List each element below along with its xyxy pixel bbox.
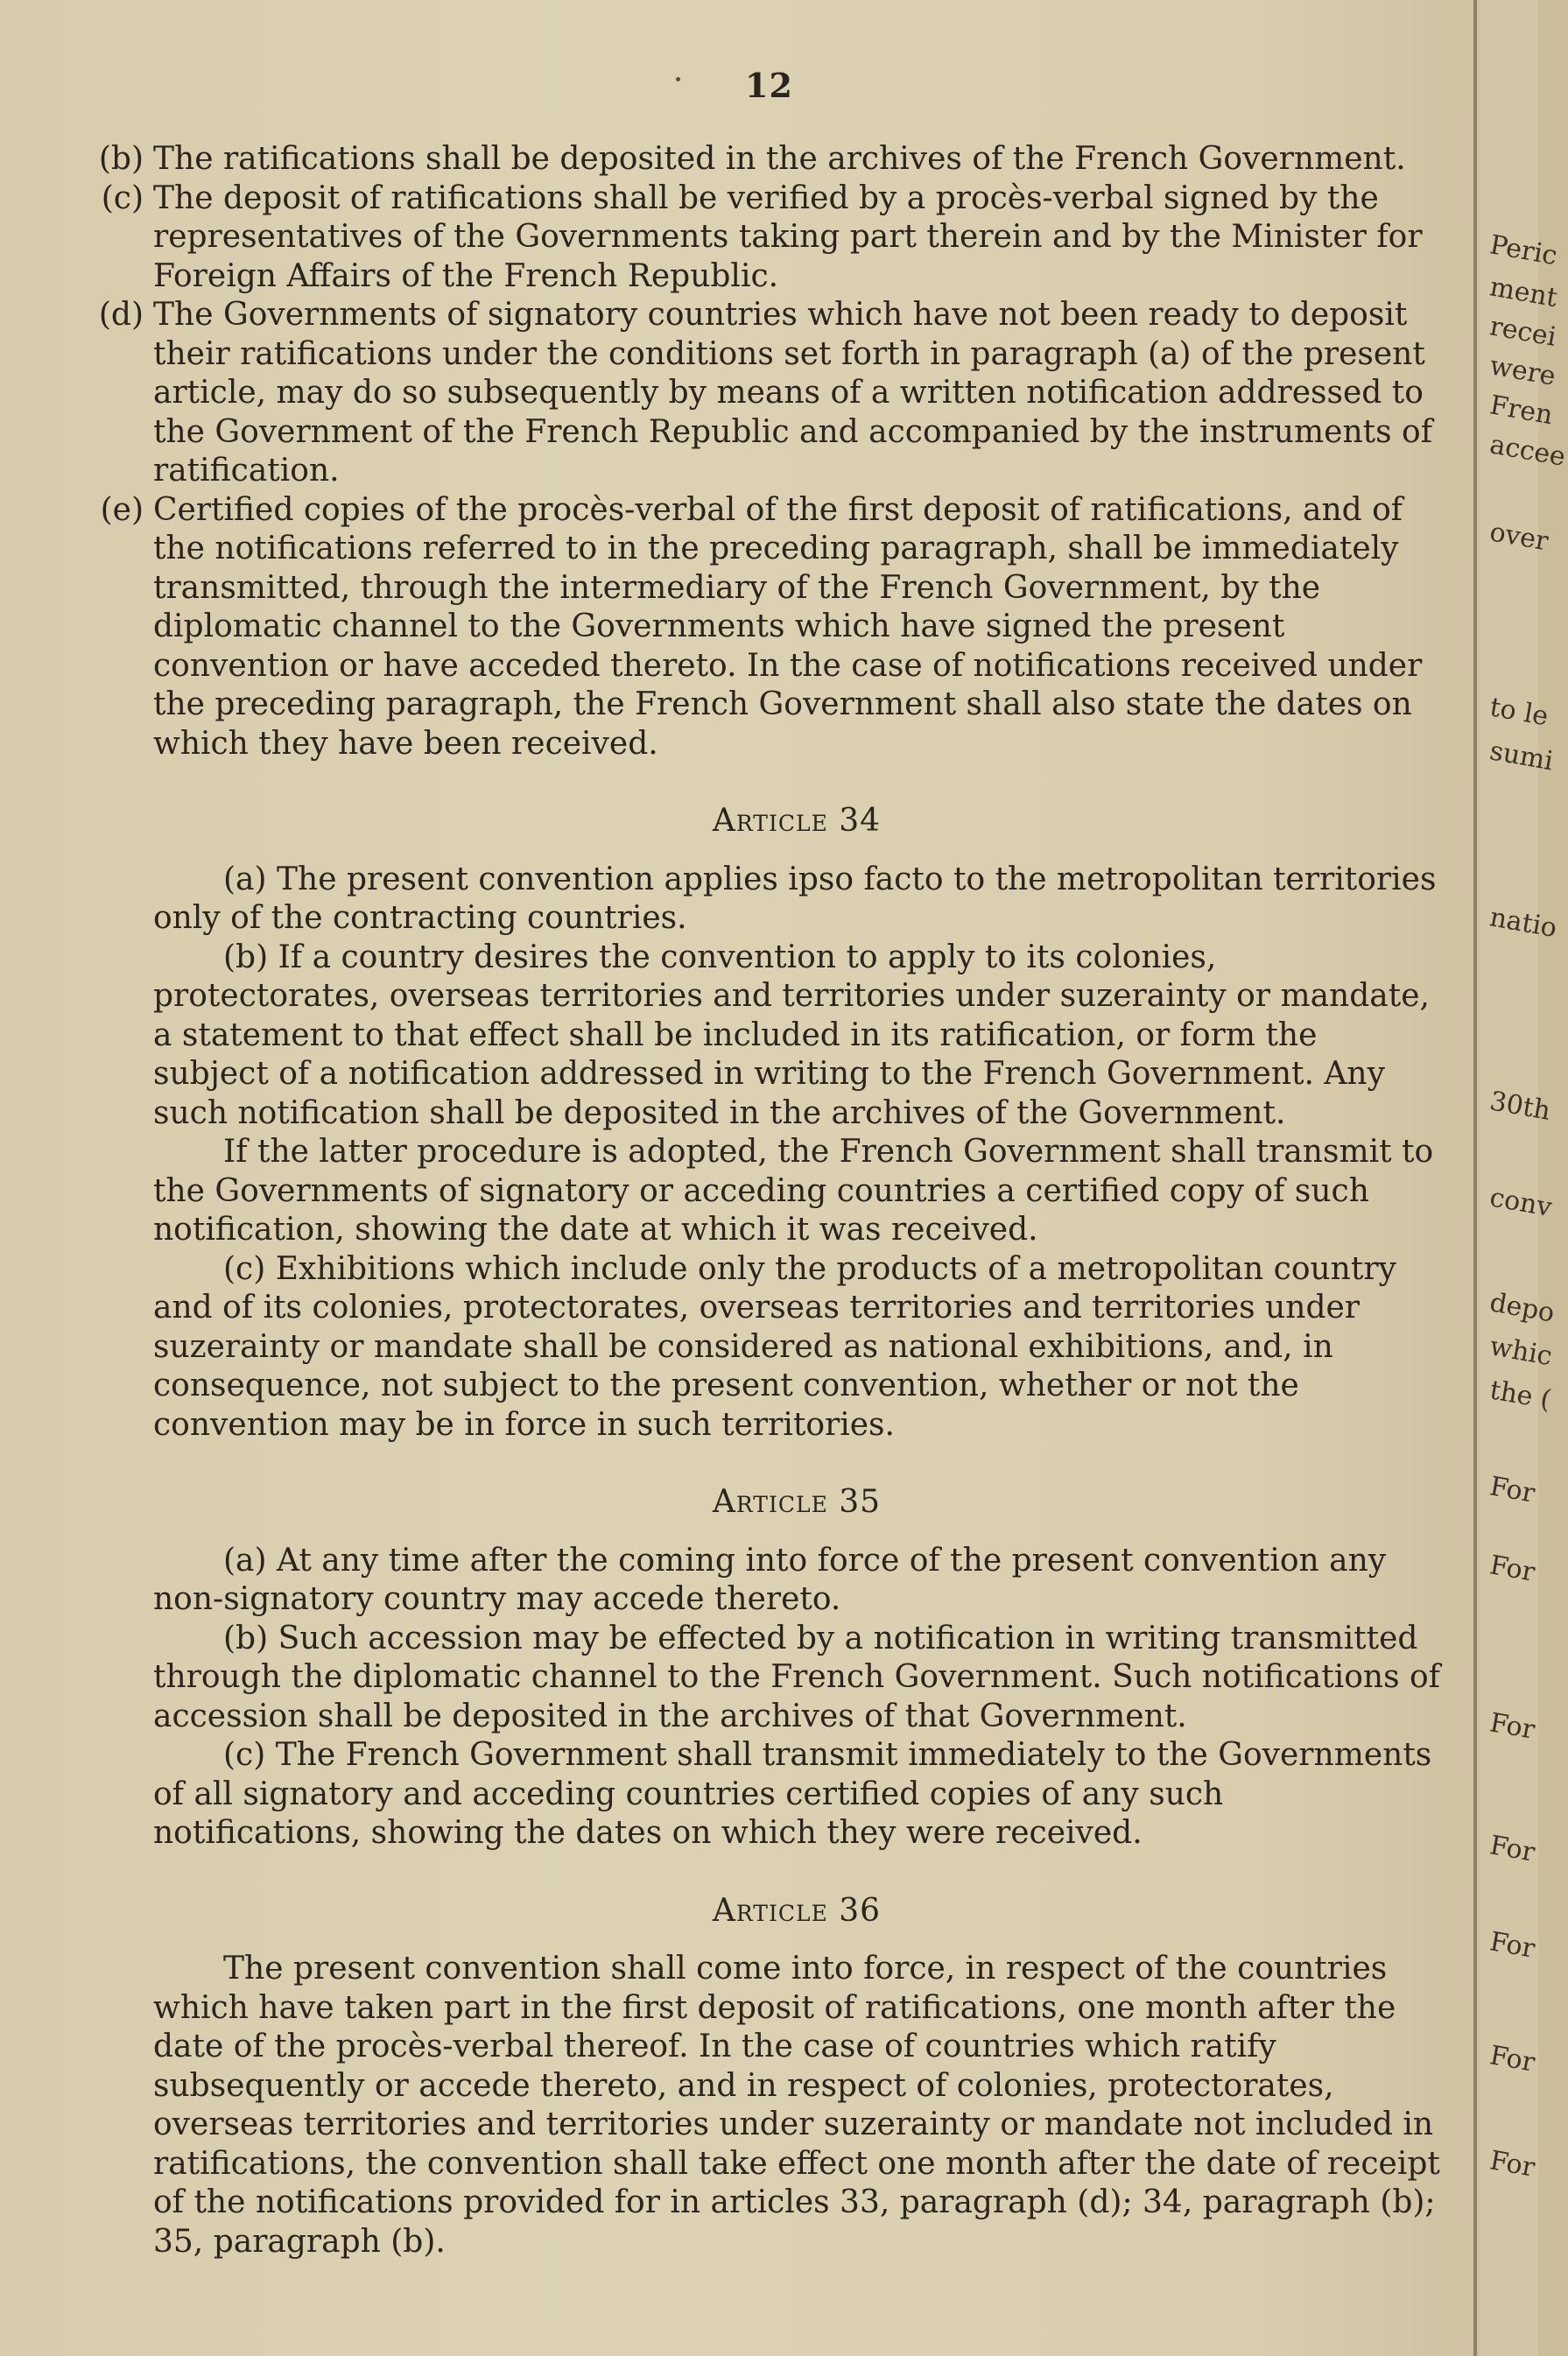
item-label: (e) (100, 491, 144, 528)
facing-page-fragment: were (1487, 350, 1558, 392)
facing-page-fragment: over (1487, 517, 1551, 558)
article-35-paragraph: (c) The French Government shall transmit immediately to the Governments of all signatory and acceding countries certified copies of any such notifications, showing the dates on which they were received. (153, 1737, 1432, 1851)
facing-page-fragment: the ( (1487, 1375, 1554, 1416)
facing-page-fragment: sumi (1487, 735, 1556, 777)
facing-page-fragment: For (1487, 2040, 1537, 2078)
facing-page-fragment: natio (1487, 902, 1559, 945)
item-label: (c) (101, 179, 144, 216)
facing-page-fragment: to le (1487, 692, 1551, 733)
facing-page-fragment: For (1487, 1471, 1537, 1509)
article-34-paragraph: (b) If a country desires the convention to apply to its colonies, protectorates, overseas territories and territories under suzerainty or mandate, a statement to that effect shall be included in its ratification, or form the subject of a notification addressed in writing to the French Government. Any such notification shall be deposited in the archives of the Government. (153, 939, 1430, 1131)
article-36-heading: Article 36 (712, 1892, 882, 1929)
facing-page-fragment: recei (1487, 311, 1559, 353)
facing-page-fragment: accee (1487, 429, 1568, 473)
facing-page-fragment: For (1487, 1926, 1537, 1965)
article-35-paragraph: (b) Such accession may be effected by a notification in writing transmitted through the diplomatic channel to the French Government. Such notifications of accession shall be deposited in the archives of that Government. (153, 1620, 1440, 1734)
facing-page-fragment: For (1487, 2145, 1537, 2184)
item-label: (b) (98, 141, 144, 177)
item-text: The Governments of signatory countries which have not been ready to deposit their ratifications under the conditions set forth in paragraph (a) of the present article, may do so subsequently by means of a written notification addressed to the Government of the French Republic and accompanied by the instruments of ratification. (153, 297, 1433, 489)
facing-page-edge (1480, 0, 1568, 2356)
article-33-item-c (4, 179, 1440, 297)
facing-page-fragment: ment (1487, 271, 1560, 314)
page-number: 12 (745, 66, 793, 105)
facing-page-fragment: whic (1487, 1331, 1555, 1373)
facing-page-fragment: depo (1487, 1287, 1557, 1329)
article-35-paragraph: (a) At any time after the coming into force of the present convention any non-signatory country may accede thereto. (153, 1542, 1387, 1617)
page-body (98, 140, 1440, 2261)
article-35-heading: Article 35 (712, 1484, 882, 1520)
item-text: Certified copies of the procès-verbal of the first deposit of ratifications, and of the notifications referred to in the preceding paragraph, shall be immediately transmitted, through the intermediary of the French Government, by the diplomatic channel to the Governments which have signed the present convention or have acceded thereto. In the case of notifications received under the preceding paragraph, the French Government shall also state the dates on which they have been received. (153, 491, 1423, 762)
item-text: The ratifications shall be deposited in the archives of the French Government. (153, 141, 1406, 177)
article-33-item-b (4, 140, 1440, 179)
page-gutter (1473, 0, 1477, 2356)
article-36-paragraph: The present convention shall come into force, in respect of the countries which have taken part in the first deposit of ratifications, one month after the date of the procès-verbal thereof. In the case of countries which ratify subsequently or accede thereto, and in respect of colonies, protectorates, overseas territories and territories under suzerainty or mandate not included in ratifications, the convention shall take effect one month after the date of receipt of the notifications provided for in articles 33, paragraph (d); 34, paragraph (b); 35, paragraph (b). (153, 1951, 1440, 2260)
article-34-paragraph: If the latter procedure is adopted, the French Government shall transmit to the Governments of signatory or acceding countries a certified copy of such notification, showing the date at which it was received. (153, 1134, 1434, 1248)
article-34-paragraph: (a) The present convention applies ipso facto to the metropolitan territories only of the contracting countries. (153, 861, 1437, 936)
article-34-paragraph: (c) Exhibitions which include only the products of a metropolitan country and of its colonies, protectorates, overseas territories and territories under suzerainty or mandate shall be considered as national exhibitions, and, in consequence, not subject to the present convention, whether or not the convention may be in force in such territories. (153, 1250, 1396, 1443)
facing-page-fragment: 30th (1487, 1086, 1553, 1127)
facing-page-fragment: For (1487, 1830, 1537, 1868)
facing-page-fragment: conv (1487, 1182, 1555, 1224)
article-33-item-e (4, 491, 1440, 764)
article-34-heading: Article 34 (712, 803, 882, 839)
facing-page-fragment: For (1487, 1707, 1537, 1746)
facing-page-fragment: For (1487, 1550, 1537, 1588)
item-text: The deposit of ratifications shall be verified by a procès-verbal signed by the representatives of the Governments taking part therein and by the Minister for Foreign Affairs of the French Republic. (153, 179, 1423, 294)
article-33-item-d (4, 296, 1440, 491)
facing-page-fragment: Peric (1487, 229, 1560, 272)
item-label: (d) (98, 297, 144, 333)
facing-page-fragment: Fren (1487, 390, 1556, 432)
